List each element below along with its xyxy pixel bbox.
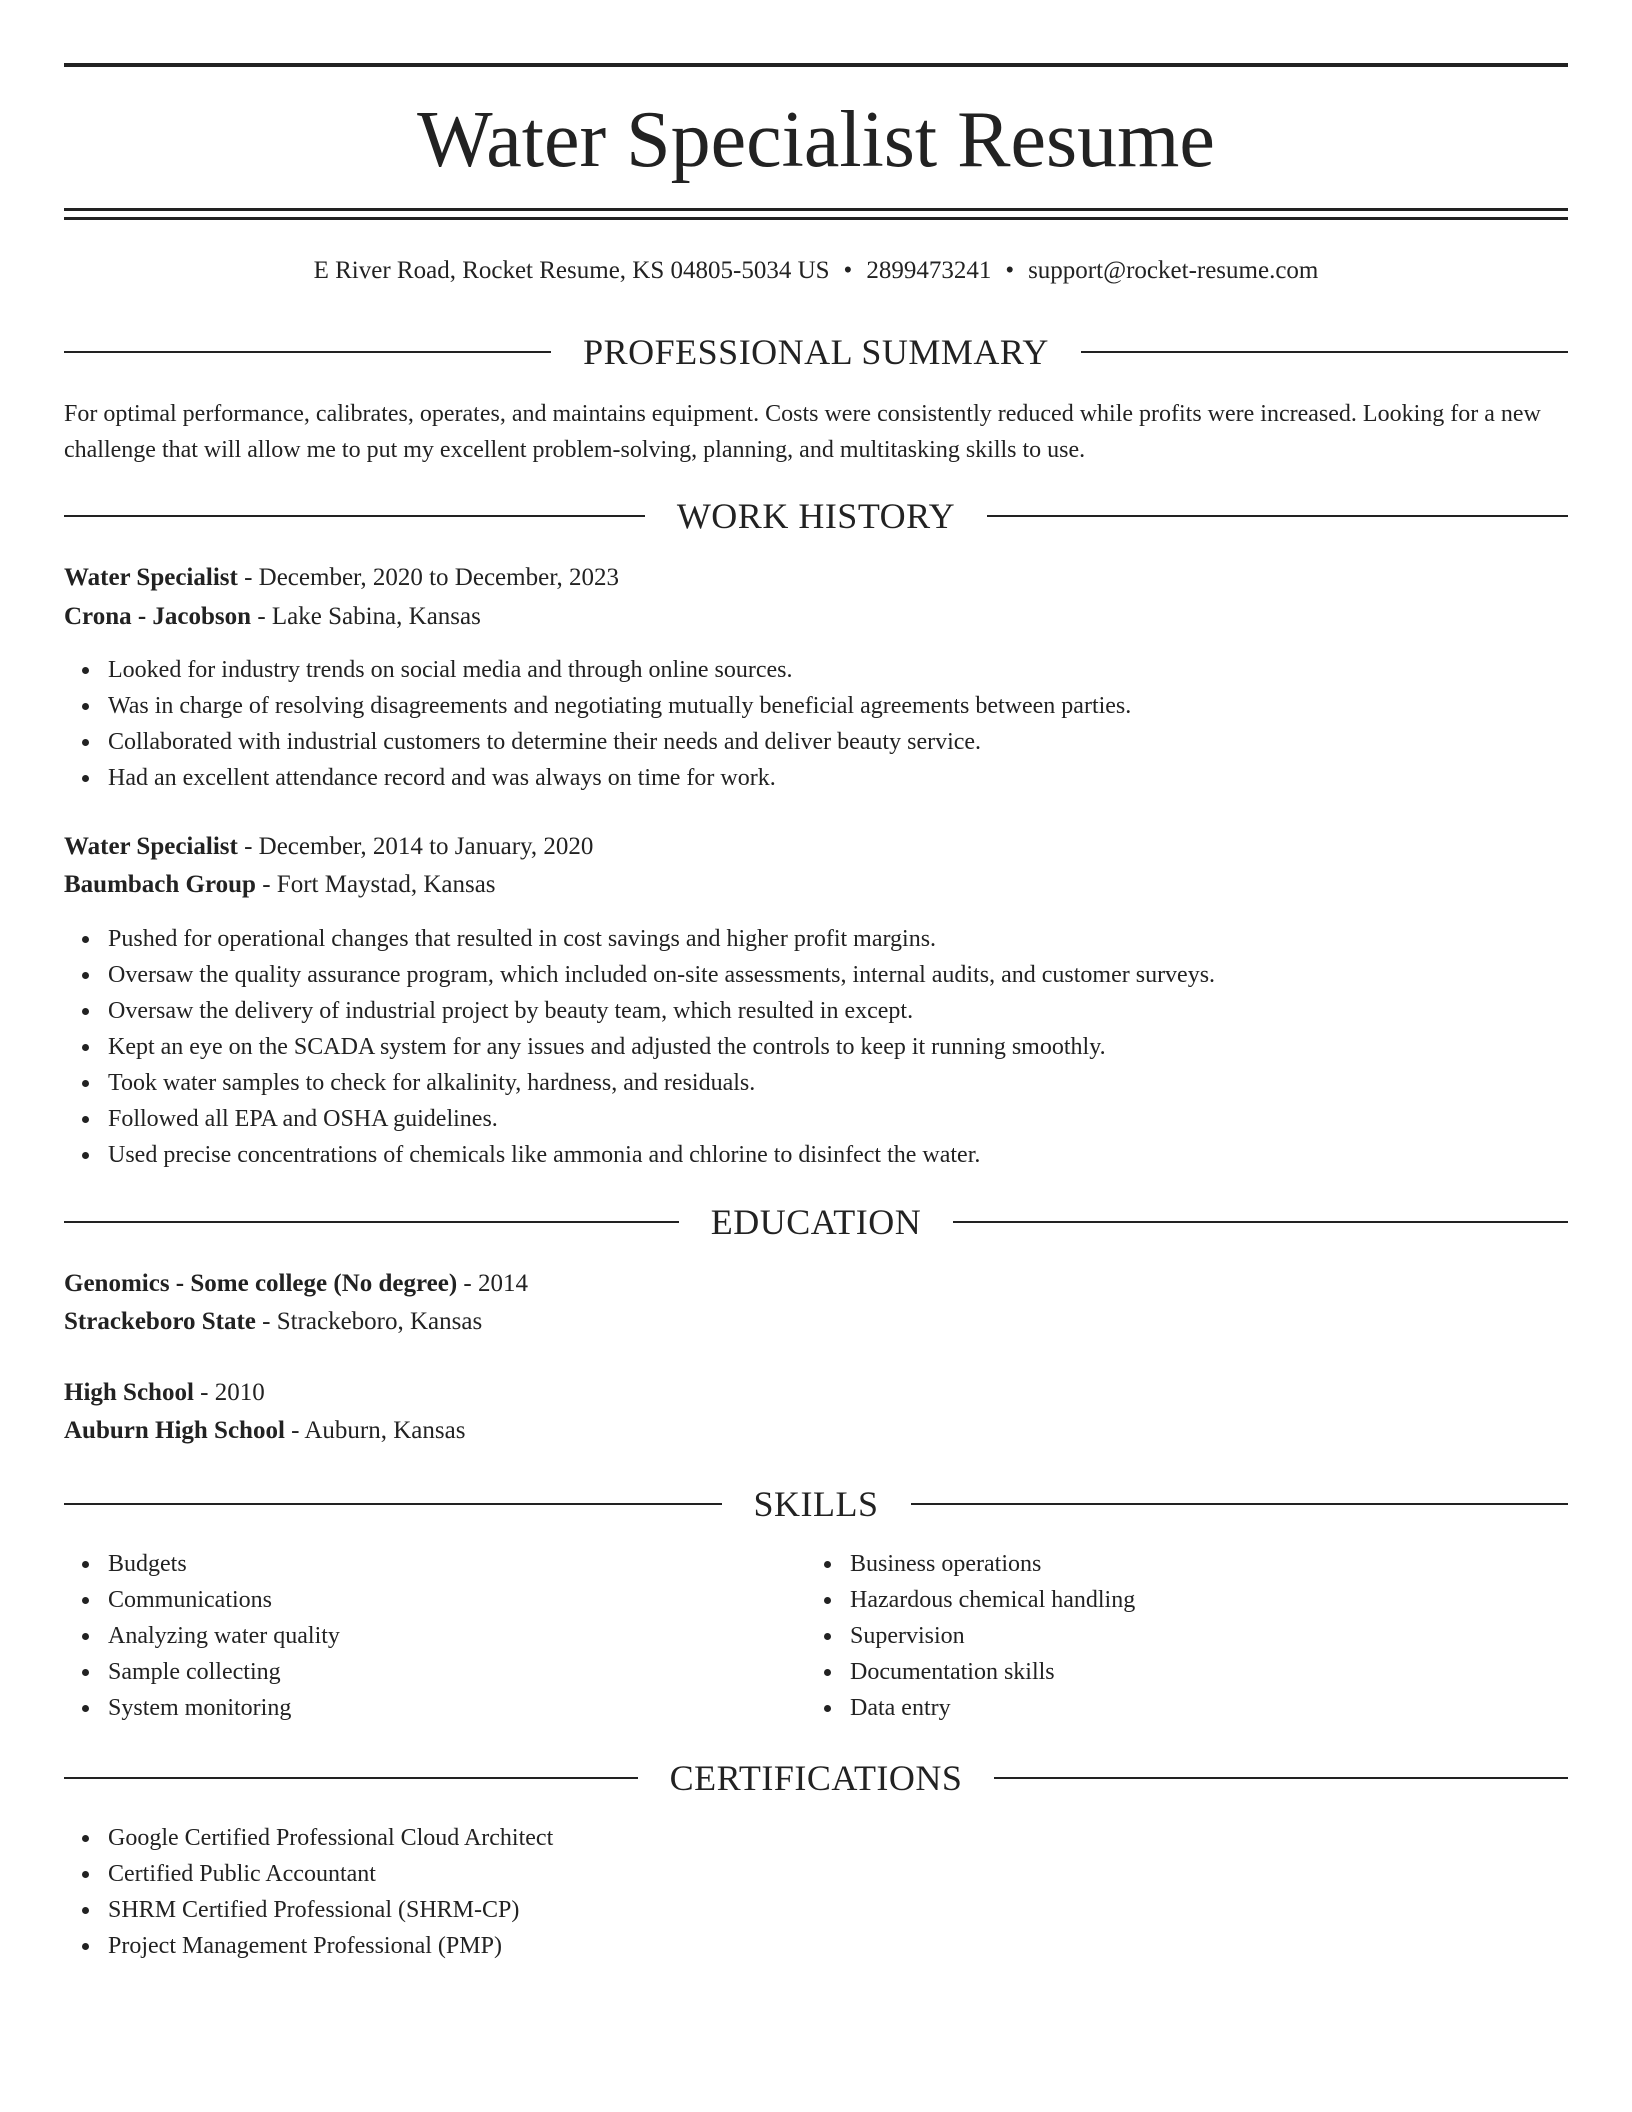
section-heading-summary	[64, 330, 1568, 374]
skills-list-right	[806, 1546, 1135, 1726]
section-title: EDUCATION	[710, 1202, 922, 1242]
list-item: Business operations	[806, 1546, 1135, 1582]
list-item: Supervision	[806, 1618, 1135, 1654]
job-location: - Lake Sabina, Kansas	[251, 603, 481, 630]
job-title-line	[64, 560, 1568, 596]
section-heading-skills	[64, 1482, 1568, 1526]
job-title: Water Specialist	[64, 564, 238, 591]
education-degree-line	[64, 1266, 1568, 1302]
heading-rule-right	[911, 1503, 1569, 1505]
education-location: - Strackeboro, Kansas	[255, 1308, 483, 1335]
heading-rule-left	[64, 1221, 679, 1223]
contact-line	[64, 254, 1568, 288]
summary-text: For optimal performance, calibrates, operates, and maintains equipment. Costs were consistently reduced while profits were increased. Looking for a new challenge that will allow me to put my excellent problem-solving, planning, and multitasking skills to use.	[64, 401, 1541, 463]
section-heading-certifications	[64, 1756, 1568, 1800]
education-school-line	[64, 1304, 1568, 1340]
heading-rule-right	[1081, 351, 1568, 353]
heading-rule-left	[64, 515, 645, 517]
section-title: PROFESSIONAL SUMMARY	[583, 332, 1049, 372]
list-item: Pushed for operational changes that resulted in cost savings and higher profit margins.	[64, 921, 1215, 957]
list-item: Was in charge of resolving disagreements and negotiating mutually beneficial agreements between parties.	[64, 688, 1131, 724]
list-item: Documentation skills	[806, 1654, 1135, 1690]
list-item: Google Certified Professional Cloud Architect	[64, 1820, 553, 1856]
job-dates: - December, 2020 to December, 2023	[237, 564, 620, 591]
list-item: Looked for industry trends on social media and through online sources.	[64, 652, 1131, 688]
job-bullets	[64, 652, 1131, 796]
job-company-line	[64, 599, 1568, 635]
heading-rule-left	[64, 1503, 722, 1505]
resume-title: Water Specialist Resume	[417, 96, 1215, 184]
list-item: Project Management Professional (PMP)	[64, 1928, 553, 1964]
education-degree: Genomics - Some college (No degree)	[64, 1270, 458, 1297]
contact-address: E River Road, Rocket Resume, KS 04805-5034 US	[313, 257, 830, 284]
skills-list-left	[64, 1546, 340, 1726]
list-item: Oversaw the delivery of industrial project by beauty team, which resulted in except.	[64, 993, 1215, 1029]
education-school: Auburn High School	[64, 1417, 285, 1444]
list-item: Oversaw the quality assurance program, which included on-site assessments, internal audits, and customer surveys.	[64, 957, 1215, 993]
list-item: Followed all EPA and OSHA guidelines.	[64, 1101, 1215, 1137]
heading-rule-right	[987, 515, 1568, 517]
list-item: Certified Public Accountant	[64, 1856, 553, 1892]
list-item: Used precise concentrations of chemicals like ammonia and chlorine to disinfect the water.	[64, 1137, 1215, 1173]
contact-phone: 2899473241	[866, 257, 992, 284]
list-item: Budgets	[64, 1546, 340, 1582]
list-item: Hazardous chemical handling	[806, 1582, 1135, 1618]
section-title: CERTIFICATIONS	[669, 1758, 963, 1798]
heading-rule-left	[64, 351, 551, 353]
section-title: WORK HISTORY	[676, 496, 956, 536]
education-degree: High School	[64, 1379, 194, 1406]
job-title: Water Specialist	[64, 833, 238, 860]
education-location: - Auburn, Kansas	[284, 1417, 466, 1444]
heading-rule-right	[953, 1221, 1568, 1223]
job-location: - Fort Maystad, Kansas	[255, 871, 496, 898]
list-item: Took water samples to check for alkalinity, hardness, and residuals.	[64, 1065, 1215, 1101]
education-school-line	[64, 1413, 1568, 1449]
job-company: Crona - Jacobson	[64, 603, 252, 630]
list-item: System monitoring	[64, 1690, 340, 1726]
job-title-line	[64, 829, 1568, 865]
job-company: Baumbach Group	[64, 871, 256, 898]
section-heading-work-history	[64, 494, 1568, 538]
education-year: - 2010	[193, 1379, 265, 1406]
list-item: Collaborated with industrial customers to determine their needs and deliver beauty service.	[64, 724, 1131, 760]
education-degree-line	[64, 1375, 1568, 1411]
list-item: Communications	[64, 1582, 340, 1618]
contact-email: support@rocket-resume.com	[1028, 257, 1319, 284]
top-rule	[64, 63, 1568, 67]
heading-rule-right	[994, 1777, 1568, 1779]
section-heading-education	[64, 1200, 1568, 1244]
contact-separator: •	[1005, 257, 1015, 284]
list-item: Had an excellent attendance record and was always on time for work.	[64, 760, 1131, 796]
list-item: SHRM Certified Professional (SHRM-CP)	[64, 1892, 553, 1928]
job-company-line	[64, 867, 1568, 903]
section-title: SKILLS	[753, 1484, 879, 1524]
list-item: Kept an eye on the SCADA system for any issues and adjusted the controls to keep it running smoothly.	[64, 1029, 1215, 1065]
education-year: - 2014	[457, 1270, 528, 1297]
heading-rule-left	[64, 1777, 638, 1779]
job-dates: - December, 2014 to January, 2020	[237, 833, 594, 860]
title-double-rule	[64, 208, 1568, 220]
list-item: Sample collecting	[64, 1654, 340, 1690]
certifications-list	[64, 1820, 553, 1964]
contact-separator: •	[843, 257, 853, 284]
education-school: Strackeboro State	[64, 1308, 256, 1335]
list-item: Data entry	[806, 1690, 1135, 1726]
job-bullets	[64, 921, 1215, 1173]
list-item: Analyzing water quality	[64, 1618, 340, 1654]
